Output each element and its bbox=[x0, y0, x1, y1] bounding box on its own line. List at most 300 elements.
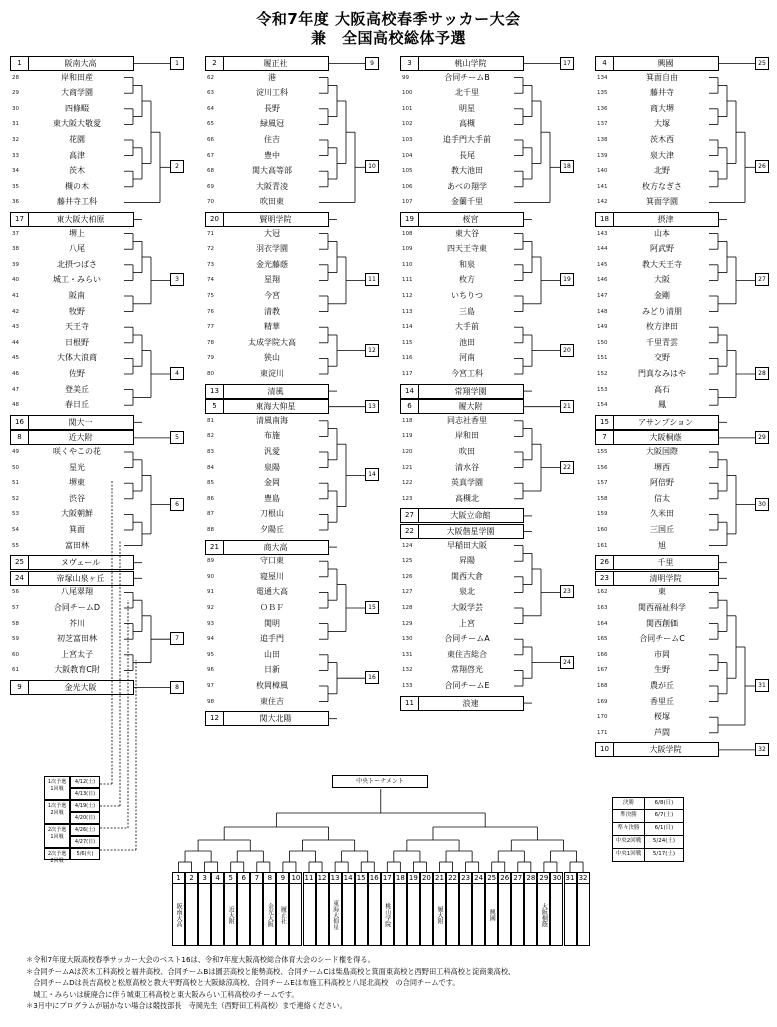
team-number: 163 bbox=[597, 605, 608, 611]
slot-team: 近大附 bbox=[227, 906, 235, 924]
team-name: 関大高等部 bbox=[252, 166, 292, 176]
team-number: 131 bbox=[402, 651, 413, 658]
winner-slot: 8 bbox=[170, 681, 184, 694]
team-number: 171 bbox=[597, 729, 608, 736]
slot-number: 27 bbox=[513, 874, 523, 882]
seed-name: 金光大阪 bbox=[64, 683, 97, 692]
team-number: 85 bbox=[207, 480, 214, 487]
team-name: 星翔 bbox=[264, 275, 280, 285]
team-name: 泉大津 bbox=[650, 150, 674, 160]
central-slot bbox=[537, 872, 550, 946]
central-slot bbox=[446, 872, 459, 946]
winner-slot: 20 bbox=[560, 344, 574, 357]
team-number: 45 bbox=[12, 355, 19, 362]
team-name: 緑風冠 bbox=[260, 119, 284, 129]
winner-slot: 1 bbox=[170, 57, 184, 70]
team-number: 156 bbox=[597, 464, 608, 471]
slot-number: 8 bbox=[264, 873, 275, 884]
team-number: 89 bbox=[207, 558, 214, 565]
round-label: 2次予選 2回戦 bbox=[44, 848, 70, 860]
central-slot bbox=[511, 872, 524, 946]
team-name: 関西大倉 bbox=[451, 571, 483, 581]
central-slot bbox=[224, 872, 237, 946]
team-name: 阿倍野 bbox=[650, 478, 674, 488]
team-name: 金蘭千里 bbox=[451, 197, 483, 207]
team-number: 82 bbox=[207, 433, 214, 440]
team-name: 吹田 bbox=[459, 447, 475, 456]
team-name: 刀根山 bbox=[260, 509, 284, 519]
team-number: 74 bbox=[207, 277, 214, 284]
central-slot bbox=[577, 872, 590, 946]
team-name: 早稲田大阪 bbox=[447, 540, 487, 550]
slot-number: 29 bbox=[539, 874, 549, 882]
slot-number: 4 bbox=[212, 873, 223, 884]
team-number: 169 bbox=[597, 698, 608, 705]
central-slot bbox=[250, 872, 263, 946]
team-name: 寝屋川 bbox=[260, 571, 284, 581]
team-number: 44 bbox=[12, 339, 19, 346]
team-name: 同志社香里 bbox=[447, 415, 487, 425]
team-number: 153 bbox=[597, 386, 608, 393]
winner-slot: 13 bbox=[365, 400, 379, 413]
team-number: 72 bbox=[207, 246, 214, 253]
team-number: 60 bbox=[12, 651, 19, 658]
central-slot bbox=[407, 872, 420, 946]
team-number: 97 bbox=[207, 683, 214, 689]
central-slot bbox=[316, 872, 329, 946]
seed-number: 10 bbox=[596, 743, 614, 756]
seed-name: 関大北陽 bbox=[259, 714, 292, 724]
team-name: 市岡 bbox=[654, 649, 670, 659]
team-name: 槻の木 bbox=[65, 181, 89, 191]
team-number: 77 bbox=[207, 324, 214, 331]
team-number: 139 bbox=[597, 152, 608, 159]
schedule-round: 中央2回戦 bbox=[613, 836, 645, 848]
team-number: 28 bbox=[12, 74, 19, 81]
team-number: 113 bbox=[402, 308, 413, 315]
seed-number: 18 bbox=[596, 213, 614, 226]
team-name: 清風南海 bbox=[256, 415, 288, 425]
seed-number: 12 bbox=[206, 712, 224, 725]
team-name: 八尾 bbox=[69, 244, 85, 254]
winner-slot: 5 bbox=[170, 431, 184, 444]
team-number: 137 bbox=[597, 121, 608, 128]
team-number: 76 bbox=[207, 308, 214, 315]
team-name: 今宮 bbox=[264, 291, 280, 300]
round-label: 1次予選 1回戦 bbox=[44, 776, 70, 800]
team-number: 121 bbox=[402, 464, 413, 471]
slot-number: 6 bbox=[238, 873, 249, 884]
team-number: 36 bbox=[12, 199, 19, 206]
winner-slot: 6 bbox=[170, 498, 184, 511]
team-name: 大商学園 bbox=[61, 88, 93, 98]
team-number: 112 bbox=[402, 293, 413, 299]
team-name: みどり清朋 bbox=[642, 306, 682, 316]
seed-number: 5 bbox=[206, 400, 224, 413]
central-slot bbox=[433, 872, 446, 946]
slot-number: 11 bbox=[304, 874, 314, 882]
seed-name: 桃山学院 bbox=[454, 59, 487, 68]
team-number: 140 bbox=[597, 168, 608, 175]
team-number: 103 bbox=[402, 137, 413, 143]
team-name: 合同チームE bbox=[444, 681, 490, 690]
schedule-date: 5/17(土) bbox=[652, 851, 676, 857]
team-number: 43 bbox=[12, 324, 19, 331]
team-name: 大体大浪商 bbox=[57, 353, 97, 363]
slot-number: 20 bbox=[421, 874, 431, 882]
slot-team: 履正社 bbox=[279, 906, 287, 924]
team-number: 79 bbox=[207, 355, 214, 362]
team-number: 165 bbox=[597, 636, 608, 643]
team-name: 金岡 bbox=[264, 478, 280, 488]
central-tournament-label: 中央トーナメント bbox=[332, 775, 428, 788]
slot-number: 5 bbox=[225, 873, 236, 884]
team-number: 35 bbox=[12, 183, 19, 190]
team-name: 北野 bbox=[654, 166, 670, 176]
team-name: 牧野 bbox=[69, 306, 85, 316]
team-name: 北千里 bbox=[455, 88, 479, 98]
team-name: 登美丘 bbox=[65, 384, 89, 394]
team-name: 生野 bbox=[654, 665, 670, 675]
team-number: 117 bbox=[402, 371, 413, 377]
central-slot bbox=[472, 872, 485, 946]
winner-slot: 24 bbox=[560, 656, 574, 669]
slot-number: 28 bbox=[526, 874, 536, 882]
team-number: 98 bbox=[207, 698, 214, 705]
slot-number: 12 bbox=[317, 874, 327, 882]
team-name: 夕陽丘 bbox=[260, 525, 284, 534]
team-name: 箕面学園 bbox=[646, 197, 678, 207]
team-name: 長野 bbox=[264, 103, 280, 113]
team-name: 金剛 bbox=[654, 291, 670, 300]
team-number: 158 bbox=[597, 495, 608, 502]
seed-name: 常翔学園 bbox=[454, 386, 487, 396]
schedule-round: 準々決勝 bbox=[613, 823, 645, 835]
slot-number: 32 bbox=[578, 874, 588, 882]
team-name: 大阪国際 bbox=[646, 447, 678, 456]
schedule-date: 6/8(日) bbox=[654, 800, 674, 806]
team-number: 73 bbox=[207, 261, 214, 268]
team-number: 31 bbox=[12, 121, 19, 128]
team-name: 春日丘 bbox=[65, 400, 89, 410]
team-number: 61 bbox=[12, 667, 19, 674]
team-name: 茨木西 bbox=[650, 135, 674, 144]
winner-slot: 16 bbox=[365, 671, 379, 684]
central-slot bbox=[172, 872, 185, 946]
team-number: 37 bbox=[12, 230, 19, 237]
central-slot bbox=[198, 872, 211, 946]
seed-name: 履大附 bbox=[458, 402, 483, 412]
slot-number: 24 bbox=[474, 874, 484, 882]
team-name: 茨木 bbox=[69, 166, 85, 176]
winner-slot: 3 bbox=[170, 273, 184, 286]
seed-number: 25 bbox=[11, 556, 29, 569]
round-date: 4/19(土) bbox=[70, 800, 100, 812]
team-number: 39 bbox=[12, 261, 19, 268]
schedule-row bbox=[612, 810, 684, 823]
seed-number: 3 bbox=[401, 57, 419, 70]
central-slot bbox=[459, 872, 472, 946]
seed-number: 27 bbox=[401, 509, 419, 522]
team-name: 昇陽 bbox=[459, 556, 475, 566]
team-name: 汎愛 bbox=[264, 447, 280, 456]
slot-number: 3 bbox=[199, 873, 210, 884]
seed-number: 26 bbox=[596, 556, 614, 569]
team-name: 東 bbox=[658, 587, 666, 597]
team-name: 山本 bbox=[654, 228, 670, 238]
team-name: 大阪教育C附 bbox=[54, 665, 100, 675]
seed-name: 東海大仰星 bbox=[255, 402, 296, 412]
team-number: 136 bbox=[597, 105, 608, 112]
seed-number: 1 bbox=[11, 57, 29, 70]
round-label: 1次予選 2回戦 bbox=[44, 800, 70, 824]
slot-team: 大阪桐蔭 bbox=[540, 903, 548, 927]
team-name: 佐野 bbox=[69, 369, 85, 378]
team-number: 147 bbox=[597, 293, 608, 299]
seed-name: 摂津 bbox=[657, 215, 674, 224]
team-number: 71 bbox=[207, 230, 214, 237]
team-number: 86 bbox=[207, 495, 214, 502]
team-name: 関西創価 bbox=[646, 618, 678, 628]
team-number: 38 bbox=[12, 246, 19, 253]
central-slot bbox=[276, 872, 289, 946]
team-name: 商大堺 bbox=[650, 103, 674, 113]
team-name: 合同チームA bbox=[444, 634, 490, 644]
team-number: 108 bbox=[402, 230, 413, 237]
central-slot bbox=[329, 872, 342, 946]
note-line: 城工・みらいは統廃合に伴う城東工科高校と東大阪みらい工科高校のチームです。 bbox=[26, 989, 299, 999]
central-slot bbox=[564, 872, 577, 946]
slot-number: 10 bbox=[291, 874, 301, 882]
slot-number: 30 bbox=[552, 874, 562, 882]
team-name: 箕面自由 bbox=[646, 72, 678, 82]
winner-slot: 19 bbox=[560, 273, 574, 286]
slot-number: 15 bbox=[356, 874, 366, 882]
team-name: 阿武野 bbox=[650, 244, 674, 254]
team-name: 大冠 bbox=[264, 228, 280, 238]
central-slot bbox=[394, 872, 407, 946]
winner-slot: 21 bbox=[560, 400, 574, 413]
team-number: 30 bbox=[12, 105, 19, 112]
team-name: 豊中 bbox=[264, 150, 280, 160]
team-name: 城工・みらい bbox=[53, 275, 101, 285]
schedule-row bbox=[612, 849, 684, 862]
slot-team: 阪南大高 bbox=[175, 903, 182, 927]
team-name: 箕面 bbox=[69, 525, 85, 534]
team-name: 東大谷 bbox=[455, 228, 479, 238]
schedule-date: 5/24(土) bbox=[652, 838, 676, 844]
team-number: 70 bbox=[207, 199, 214, 206]
slot-number: 7 bbox=[251, 873, 262, 884]
team-number: 100 bbox=[402, 90, 413, 97]
central-slot bbox=[263, 872, 276, 946]
team-name: 日根野 bbox=[65, 337, 89, 347]
team-name: 堺東 bbox=[69, 478, 85, 488]
team-name: 清教 bbox=[264, 306, 280, 316]
slot-team: 桃山学院 bbox=[383, 903, 391, 927]
seed-number: 23 bbox=[596, 572, 614, 585]
team-number: 110 bbox=[402, 261, 413, 268]
central-slot bbox=[342, 872, 355, 946]
team-name: 吹田東 bbox=[260, 197, 284, 207]
team-number: 149 bbox=[597, 324, 608, 331]
winner-slot: 15 bbox=[365, 601, 379, 614]
team-number: 42 bbox=[12, 308, 19, 315]
team-name: いちりつ bbox=[451, 291, 483, 300]
team-name: 豊島 bbox=[264, 493, 280, 503]
seed-name: 商大高 bbox=[263, 542, 288, 552]
team-number: 126 bbox=[402, 573, 413, 580]
team-number: 94 bbox=[207, 636, 214, 643]
seed-name: 関大一 bbox=[68, 417, 93, 427]
team-name: 上宮太子 bbox=[61, 649, 93, 659]
team-number: 120 bbox=[402, 449, 413, 455]
round-date: 4/12(土) bbox=[70, 776, 100, 788]
team-name: 常翔啓光 bbox=[451, 665, 483, 675]
team-number: 59 bbox=[12, 636, 19, 643]
team-number: 50 bbox=[12, 464, 19, 471]
team-number: 41 bbox=[12, 293, 19, 299]
team-number: 151 bbox=[597, 355, 608, 362]
team-number: 148 bbox=[597, 308, 608, 315]
seed-number: 19 bbox=[401, 213, 419, 226]
team-name: 花園 bbox=[69, 135, 85, 144]
team-number: 135 bbox=[597, 90, 608, 97]
note-line: ＊3月中にプログラムが届かない場合は競技部長 寺岡先生（西野田工科高校）まで連絡ください。 bbox=[26, 1001, 347, 1011]
team-number: 57 bbox=[12, 605, 19, 611]
slot-number: 2 bbox=[186, 873, 197, 884]
seed-number: 16 bbox=[11, 416, 29, 429]
team-number: 90 bbox=[207, 573, 214, 580]
team-number: 170 bbox=[597, 714, 608, 721]
team-number: 51 bbox=[12, 480, 19, 487]
slot-number: 18 bbox=[395, 874, 405, 882]
team-name: 住吉 bbox=[264, 135, 280, 144]
team-number: 143 bbox=[597, 230, 608, 237]
winner-slot: 4 bbox=[170, 367, 184, 380]
seed-number: 2 bbox=[206, 57, 224, 70]
team-name: 日新 bbox=[264, 665, 280, 675]
team-number: 118 bbox=[402, 417, 413, 424]
slot-number: 25 bbox=[487, 874, 497, 882]
seed-name: 大阪学院 bbox=[649, 745, 682, 755]
central-slot bbox=[355, 872, 368, 946]
team-number: 116 bbox=[402, 355, 413, 362]
seed-name: 近大附 bbox=[68, 433, 93, 443]
winner-slot: 10 bbox=[365, 160, 379, 173]
team-name: 東住吉 bbox=[260, 696, 284, 706]
seed-number: 24 bbox=[11, 572, 29, 585]
team-name: 電通大高 bbox=[256, 587, 288, 597]
slot-number: 1 bbox=[173, 873, 184, 884]
central-slot bbox=[368, 872, 381, 946]
seed-number: 20 bbox=[206, 213, 224, 226]
schedule-row bbox=[612, 797, 684, 810]
round-date: 5/6(火) bbox=[70, 848, 100, 860]
team-name: 芥川 bbox=[69, 618, 85, 628]
team-number: 95 bbox=[207, 651, 214, 658]
team-number: 99 bbox=[402, 74, 409, 81]
team-number: 152 bbox=[597, 371, 608, 377]
team-name: 教大天王寺 bbox=[642, 259, 682, 269]
schedule-row bbox=[612, 836, 684, 849]
team-number: 128 bbox=[402, 605, 413, 611]
team-name: 高津 bbox=[69, 150, 85, 160]
seed-name: 桜宮 bbox=[462, 215, 479, 224]
team-number: 40 bbox=[12, 277, 19, 284]
team-name: 三国丘 bbox=[650, 525, 674, 534]
seed-name: 帝塚山泉ヶ丘 bbox=[56, 573, 105, 583]
team-name: 和泉 bbox=[459, 259, 475, 269]
team-name: 咲くやこの花 bbox=[53, 447, 101, 456]
team-number: 132 bbox=[402, 667, 413, 674]
team-name: 信太 bbox=[654, 493, 670, 503]
team-name: 今宮工科 bbox=[451, 369, 483, 378]
team-name: 高石 bbox=[654, 384, 670, 394]
central-slot bbox=[485, 872, 498, 946]
schedule-table bbox=[612, 797, 684, 862]
seed-number: 11 bbox=[401, 697, 419, 710]
team-name: 港 bbox=[268, 72, 276, 82]
central-slot bbox=[211, 872, 224, 946]
team-number: 91 bbox=[207, 589, 214, 596]
team-number: 34 bbox=[12, 168, 19, 175]
team-name: ＯＢＦ bbox=[260, 603, 284, 612]
team-name: 東淀川 bbox=[260, 369, 284, 378]
team-number: 53 bbox=[12, 511, 19, 518]
team-name: 四條畷 bbox=[65, 103, 89, 113]
seed-name: 清風 bbox=[267, 386, 284, 396]
team-name: 岸和田 bbox=[455, 431, 479, 441]
team-number: 122 bbox=[402, 480, 413, 487]
seed-name: 大阪桐蔭 bbox=[649, 433, 682, 443]
winner-slot: 7 bbox=[170, 632, 184, 645]
seed-name: 清明学院 bbox=[649, 573, 682, 583]
seed-number: 22 bbox=[401, 525, 419, 538]
slot-number: 31 bbox=[565, 874, 575, 882]
team-name: 清水谷 bbox=[455, 462, 479, 472]
team-number: 124 bbox=[402, 542, 413, 549]
team-number: 115 bbox=[402, 339, 413, 346]
team-number: 66 bbox=[207, 137, 214, 143]
team-name: 初芝富田林 bbox=[57, 634, 97, 644]
team-name: 枚方なぎさ bbox=[642, 181, 682, 191]
round-date: 4/13(日) bbox=[70, 788, 100, 800]
team-number: 144 bbox=[597, 246, 608, 253]
team-number: 168 bbox=[597, 683, 608, 689]
team-name: 高槻 bbox=[459, 119, 475, 129]
team-number: 160 bbox=[597, 527, 608, 533]
round-date: 4/27(日) bbox=[70, 836, 100, 848]
team-number: 67 bbox=[207, 152, 214, 159]
team-number: 92 bbox=[207, 605, 214, 611]
team-number: 130 bbox=[402, 636, 413, 643]
team-number: 69 bbox=[207, 183, 214, 190]
team-name: 追手門大手前 bbox=[443, 135, 491, 144]
slot-number: 16 bbox=[369, 874, 379, 882]
slot-number: 19 bbox=[408, 874, 418, 882]
team-number: 119 bbox=[402, 433, 413, 440]
seed-name: アサンプション bbox=[637, 417, 694, 427]
slot-team: 東海大仰星 bbox=[331, 900, 339, 930]
seed-number: 14 bbox=[401, 385, 419, 398]
team-number: 102 bbox=[402, 121, 413, 128]
team-number: 81 bbox=[207, 417, 214, 424]
slot-number: 23 bbox=[461, 874, 471, 882]
team-number: 157 bbox=[597, 480, 608, 487]
team-name: 合同チームD bbox=[53, 603, 101, 612]
winner-slot: 28 bbox=[755, 367, 769, 380]
